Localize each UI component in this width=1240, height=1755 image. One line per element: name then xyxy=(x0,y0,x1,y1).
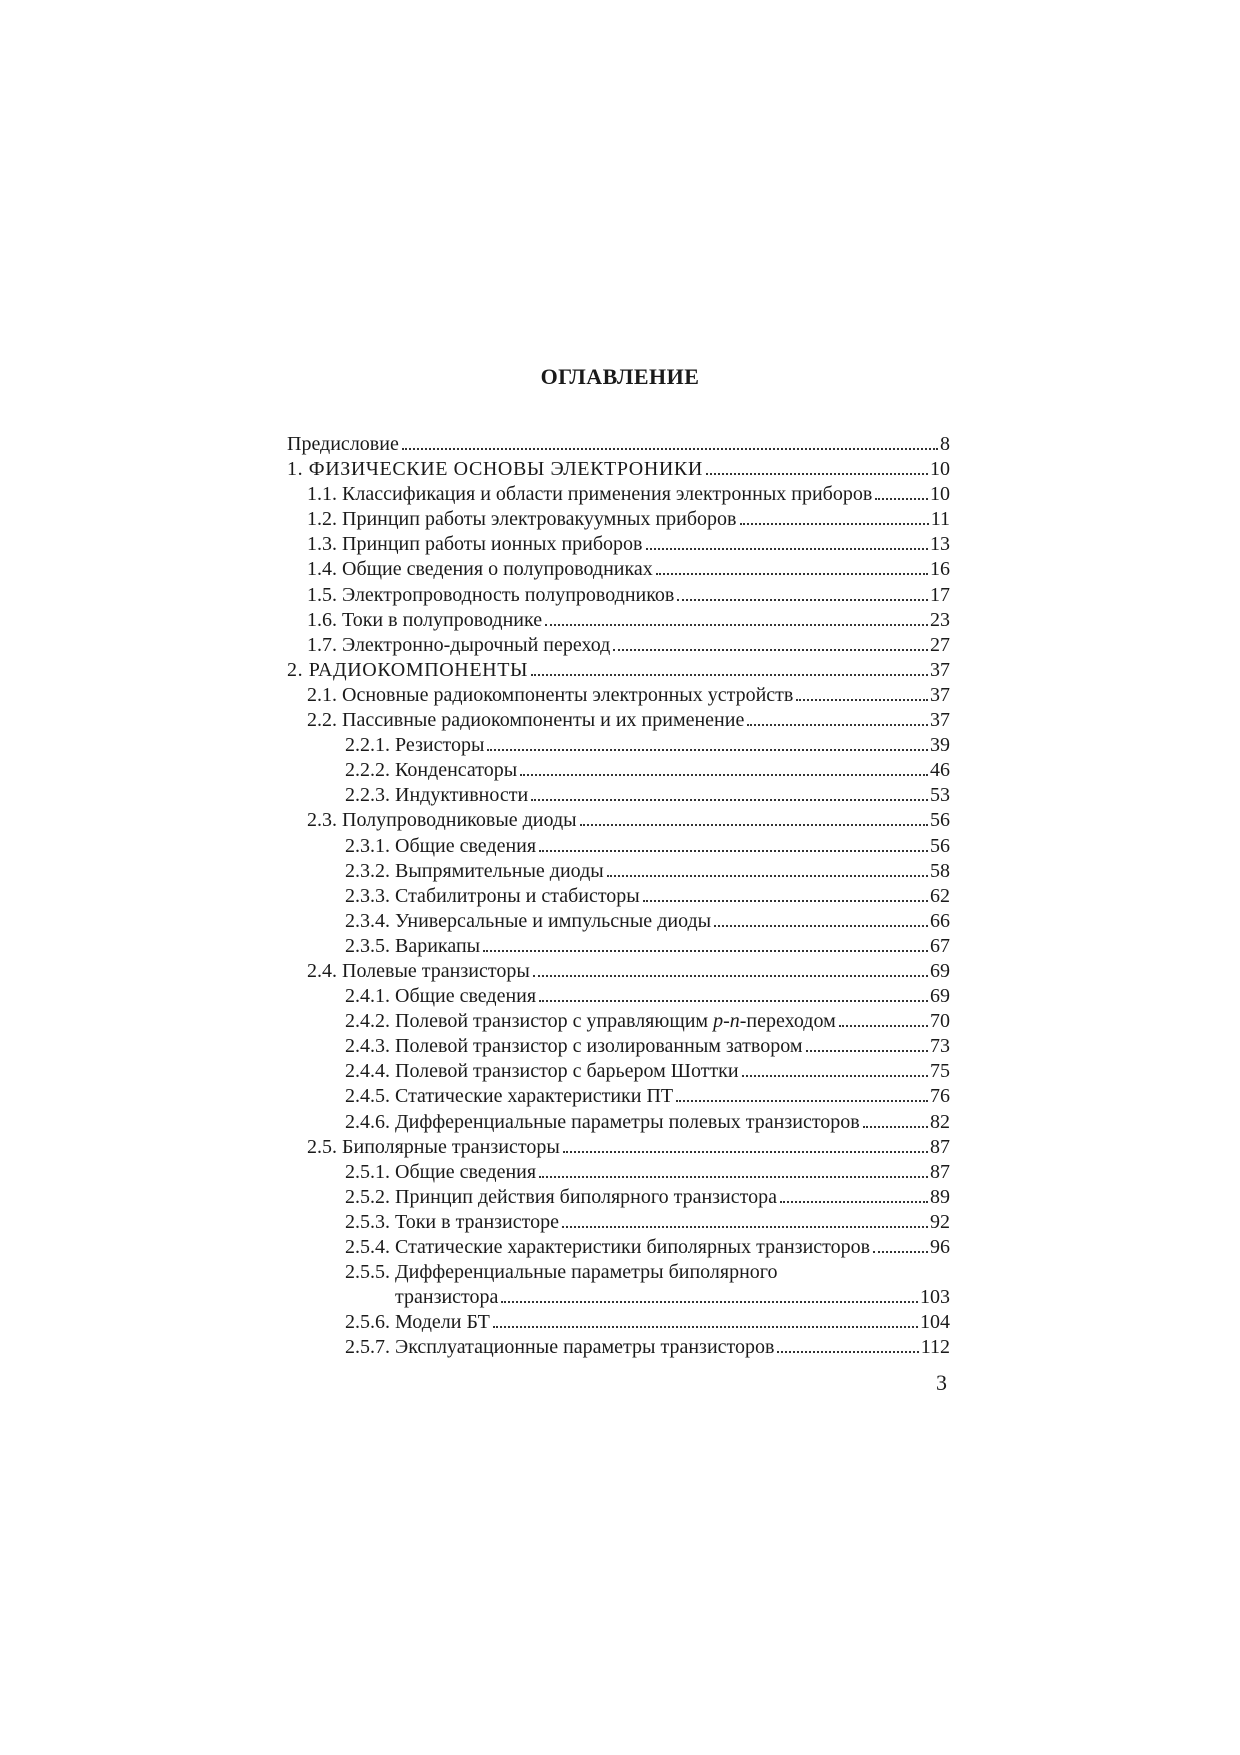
toc-entry-page: 112 xyxy=(920,1336,950,1359)
dot-leader xyxy=(777,1351,918,1353)
page-title: ОГЛАВЛЕНИЕ xyxy=(540,364,700,389)
toc-entry-page: 69 xyxy=(930,985,950,1008)
dot-leader xyxy=(613,649,928,651)
toc-entry xyxy=(287,1135,950,1160)
toc-entry-title: 2.4.5. Статические характеристики ПТ xyxy=(345,1085,674,1108)
toc-entry-title: транзистора xyxy=(395,1286,499,1309)
toc-entry xyxy=(287,1235,950,1260)
toc-entry-page: 37 xyxy=(930,709,950,732)
dot-leader xyxy=(643,900,928,902)
toc-entry-title: 1.5. Электропроводность полупроводников xyxy=(307,583,675,606)
toc-entry-page: 69 xyxy=(930,959,950,982)
toc-entry xyxy=(287,834,950,859)
dot-leader xyxy=(863,1126,928,1128)
toc-entry xyxy=(287,909,950,934)
toc-entry-title xyxy=(345,1009,836,1034)
toc-entry-title: 2.5.3. Токи в транзисторе xyxy=(345,1210,559,1233)
dot-leader xyxy=(873,1251,928,1253)
toc-entry-page: 53 xyxy=(930,784,950,807)
page-number: 3 xyxy=(936,1370,947,1395)
toc-entry-title: 2.3. Полупроводниковые диоды xyxy=(307,809,577,832)
dot-leader xyxy=(780,1201,928,1203)
toc-entry-title: 2.5.2. Принцип действия биполярного транзистора xyxy=(345,1185,777,1208)
toc-entry-page: 104 xyxy=(920,1311,950,1334)
toc-entry-page: 17 xyxy=(930,583,950,606)
toc-entry xyxy=(287,959,950,984)
toc-entry-title: 2.4. Полевые транзисторы xyxy=(307,959,530,982)
toc-entry-title: 2.4.1. Общие сведения xyxy=(345,985,537,1008)
toc-entry xyxy=(287,683,950,708)
toc-entry xyxy=(287,557,950,582)
dot-leader xyxy=(402,448,938,450)
dot-leader xyxy=(533,975,928,977)
toc-entry xyxy=(287,1059,950,1084)
toc-entry-title: 2.3.2. Выпрямительные диоды xyxy=(345,859,604,882)
dot-leader xyxy=(875,498,928,500)
toc-entry-title: 2.4.3. Полевой транзистор с изолированным затвором xyxy=(345,1035,803,1058)
toc-entry-title: 2.4.4. Полевой транзистор с барьером Шоттки xyxy=(345,1060,739,1083)
dot-leader xyxy=(796,699,928,701)
toc-entry-title: 2.2. Пассивные радиокомпоненты и их применение xyxy=(307,709,745,732)
toc-entry xyxy=(287,1084,950,1109)
toc-entry-title: 2.3.5. Варикапы xyxy=(345,934,481,957)
toc-entry-page: 87 xyxy=(930,1135,950,1158)
toc-entry-page: 37 xyxy=(930,683,950,706)
toc-entry xyxy=(287,783,950,808)
toc-entry-page: 8 xyxy=(940,433,950,455)
toc-entry-page: 62 xyxy=(930,884,950,907)
toc-entry xyxy=(287,457,950,482)
toc-entry xyxy=(287,1335,950,1360)
toc-entry-title: 1.2. Принцип работы электровакуумных приборов xyxy=(307,508,737,531)
toc-entry-title: 2. РАДИОКОМПОНЕНТЫ xyxy=(287,658,529,681)
toc-entry-title: 1.3. Принцип работы ионных приборов xyxy=(307,533,643,556)
toc-entry-title-part: -переходом xyxy=(739,1010,836,1033)
toc-entry-title: 2.3.3. Стабилитроны и стабисторы xyxy=(345,884,640,907)
dot-leader xyxy=(706,473,928,475)
toc-entry-page: 56 xyxy=(930,809,950,832)
toc-entry xyxy=(287,1285,950,1310)
dot-leader xyxy=(646,548,929,550)
toc-entry-page: 96 xyxy=(930,1236,950,1258)
toc-entry-page: 75 xyxy=(930,1060,950,1083)
toc-entry-title: 2.2.2. Конденсаторы xyxy=(345,759,518,782)
toc-entry xyxy=(287,482,950,507)
toc-entry xyxy=(287,984,950,1009)
dot-leader xyxy=(531,799,928,801)
toc-entry-title: 1.4. Общие сведения о полупроводниках xyxy=(307,558,653,581)
toc-entry xyxy=(287,859,950,884)
dot-leader xyxy=(493,1326,918,1328)
toc-entry-page: 16 xyxy=(930,558,950,581)
toc-entry xyxy=(287,608,950,633)
dot-leader xyxy=(483,950,928,952)
toc-entry xyxy=(287,507,950,532)
toc-entry xyxy=(287,1260,950,1285)
dot-leader xyxy=(539,1000,928,1002)
toc-entry-page: 82 xyxy=(930,1110,950,1133)
dot-leader xyxy=(839,1025,928,1027)
toc-entry-title: 1.1. Классификация и области применения электронных приборов xyxy=(307,483,873,506)
toc-entry xyxy=(287,1210,950,1235)
toc-entry xyxy=(287,1110,950,1135)
toc-entry-page: 37 xyxy=(930,658,950,681)
toc-entry-page: 46 xyxy=(930,759,950,782)
toc-entry-title-italic: p-n xyxy=(713,1010,740,1033)
dot-leader xyxy=(580,824,928,826)
toc-entry xyxy=(287,934,950,959)
toc-entry-page: 13 xyxy=(930,533,950,556)
dot-leader xyxy=(545,624,928,626)
toc-entry xyxy=(287,583,950,608)
toc-entry xyxy=(287,708,950,733)
toc-entry xyxy=(287,1160,950,1185)
toc-entry-title: 2.5.6. Модели БТ xyxy=(345,1311,490,1334)
toc-entry-title: 2.5. Биполярные транзисторы xyxy=(307,1135,560,1158)
toc-entry-title-part: 2.4.2. Полевой транзистор с управляющим xyxy=(345,1010,714,1033)
dot-leader xyxy=(656,573,928,575)
toc-entry-page: 56 xyxy=(930,834,950,857)
toc-entry-title: 2.1. Основные радиокомпоненты электронных устройств xyxy=(307,683,794,706)
dot-leader xyxy=(806,1050,929,1052)
toc-entry-page: 58 xyxy=(930,859,950,882)
toc-entry-page: 87 xyxy=(930,1160,950,1183)
toc-entry-title: 2.2.1. Резисторы xyxy=(345,734,485,757)
toc-entry-page: 66 xyxy=(930,909,950,932)
toc-entry-page: 10 xyxy=(930,483,950,506)
dot-leader xyxy=(742,1075,928,1077)
toc-entry-title: 2.5.7. Эксплуатационные параметры транзисторов xyxy=(345,1336,775,1359)
toc-entry-page: 73 xyxy=(930,1035,950,1058)
dot-leader xyxy=(531,674,928,676)
dot-leader xyxy=(539,850,928,852)
toc-entry-page: 10 xyxy=(930,458,950,481)
dot-leader xyxy=(563,1151,928,1153)
toc-entry-page: 92 xyxy=(930,1210,950,1233)
toc-entry xyxy=(287,758,950,783)
toc-entry-title: 2.5.4. Статические характеристики биполярных транзисторов xyxy=(345,1236,871,1258)
dot-leader xyxy=(676,1100,928,1102)
toc-entry-title: Предисловие xyxy=(287,433,399,455)
toc-entry xyxy=(287,432,950,457)
toc-entry-title: 2.5.5. Дифференциальные параметры биполярного xyxy=(345,1261,778,1284)
dot-leader xyxy=(501,1301,918,1303)
toc-entry xyxy=(287,1185,950,1210)
toc-entry xyxy=(287,532,950,557)
dot-leader xyxy=(747,724,928,726)
toc-entry-title: 2.2.3. Индуктивности xyxy=(345,784,529,807)
toc-entry-page: 76 xyxy=(930,1085,950,1108)
toc-entry xyxy=(287,1034,950,1059)
toc-entry-page: 89 xyxy=(930,1185,950,1208)
toc-entry-title: 1.7. Электронно-дырочный переход xyxy=(307,633,611,656)
toc-entry xyxy=(287,733,950,758)
toc-entry xyxy=(287,808,950,833)
toc-entry-title: 2.5.1. Общие сведения xyxy=(345,1160,537,1183)
toc-entry xyxy=(287,633,950,658)
toc-entry-page: 39 xyxy=(930,734,950,757)
toc-entry-page: 103 xyxy=(920,1286,950,1309)
dot-leader xyxy=(520,774,928,776)
dot-leader xyxy=(562,1226,928,1228)
toc-entry xyxy=(287,884,950,909)
toc-entry-page: 70 xyxy=(930,1010,950,1033)
toc-entry-title: 2.3.1. Общие сведения xyxy=(345,834,537,857)
dot-leader xyxy=(714,925,928,927)
table-of-contents xyxy=(287,432,950,1360)
toc-entry-page: 23 xyxy=(930,608,950,631)
dot-leader xyxy=(539,1176,928,1178)
toc-entry-title: 2.3.4. Универсальные и импульсные диоды xyxy=(345,909,712,932)
toc-entry xyxy=(287,1009,950,1034)
toc-entry-page: 27 xyxy=(930,633,950,656)
toc-entry-page: 67 xyxy=(930,934,950,957)
dot-leader xyxy=(677,599,928,601)
toc-entry-title: 1. ФИЗИЧЕСКИЕ ОСНОВЫ ЭЛЕКТРОНИКИ xyxy=(287,458,703,481)
toc-entry-page: 11 xyxy=(930,508,950,531)
dot-leader xyxy=(740,523,929,525)
toc-entry xyxy=(287,1310,950,1335)
toc-entry-title: 2.4.6. Дифференциальные параметры полевых транзисторов xyxy=(345,1110,860,1133)
toc-entry-title: 1.6. Токи в полупроводнике xyxy=(307,608,543,631)
dot-leader xyxy=(607,875,928,877)
toc-entry xyxy=(287,658,950,683)
dot-leader xyxy=(487,749,928,751)
